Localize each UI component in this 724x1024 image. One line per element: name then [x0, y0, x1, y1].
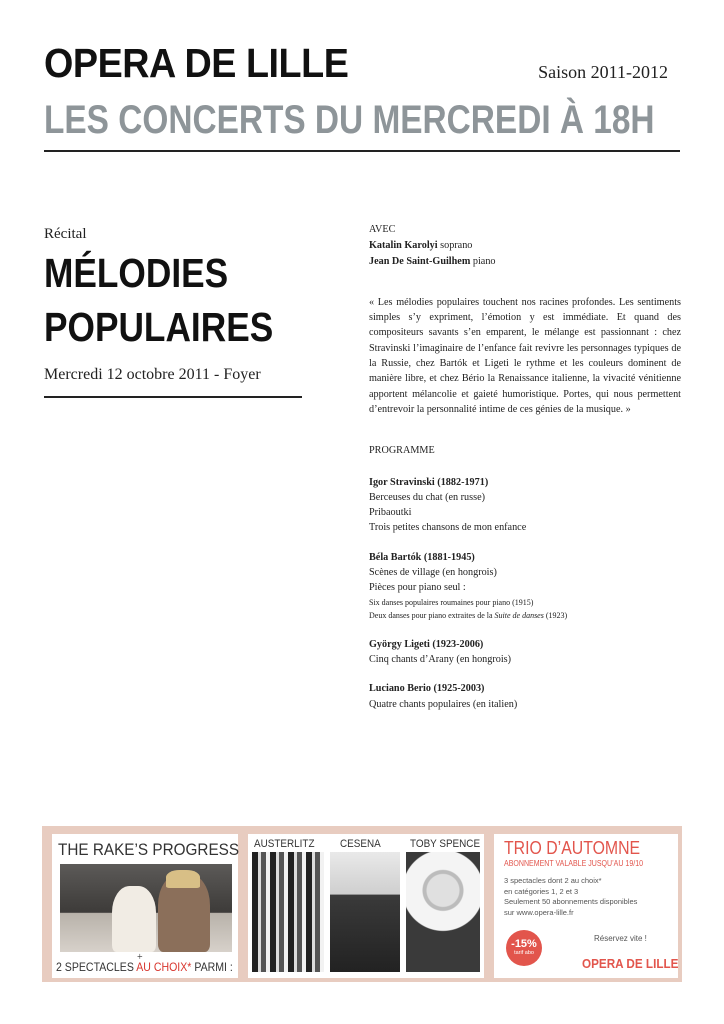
- recital-title-line1: MÉLODIES: [44, 250, 229, 296]
- ad-show-label-toby-spence: TOBY SPENCE: [410, 838, 481, 850]
- ad-offer: [56, 960, 233, 974]
- brand-title: OPERA DE LILLE: [44, 40, 349, 86]
- ad-show-label-austerlitz: AUSTERLITZ: [254, 838, 315, 850]
- work-subitem-text: Deux danses pour piano extraites de la: [369, 611, 495, 621]
- performer-2: [369, 254, 681, 269]
- composer-block-berio: [369, 681, 681, 712]
- work-item: Scènes de village (en hongrois): [369, 567, 497, 579]
- ad-offer-prefix: 2 SPECTACLES: [56, 960, 137, 974]
- ad-trio-line: en catégories 1, 2 et 3: [504, 886, 579, 896]
- ad-show-photo-cesena: [330, 852, 400, 972]
- performer-name: Jean De Saint-Guilhem: [369, 255, 471, 267]
- left-divider: [44, 396, 302, 398]
- ad-show-photo-austerlitz: [252, 852, 324, 972]
- work-item: Quatre chants populaires (en italien): [369, 698, 518, 710]
- recital-date: Mercredi 12 octobre 2011 - Foyer: [44, 366, 261, 383]
- right-column: [369, 222, 681, 712]
- ad-show-photo-toby-spence: [406, 852, 480, 972]
- ad-trio-automne[interactable]: [494, 834, 678, 978]
- ad-trio-line: 3 spectacles dont 2 au choix*: [504, 876, 602, 885]
- header-divider: [44, 150, 680, 152]
- ad-reserve: Réservez vite !: [594, 934, 647, 943]
- ad-trio-link[interactable]: sur www.opera-lille.fr: [504, 907, 574, 917]
- photo-hair: [166, 870, 200, 888]
- ad-offer-highlight: AU CHOIX*: [136, 960, 192, 974]
- composer-name: Béla Bartók (1881-1945): [369, 551, 475, 563]
- season-label: Saison 2011-2012: [538, 62, 668, 82]
- recital-title-line2: POPULAIRES: [44, 304, 274, 350]
- work-subitem-italic: Suite de danses: [494, 611, 544, 621]
- ad-brand-logo: OPERA DE LILLE: [582, 956, 679, 971]
- programme-quote: « Les mélodies populaires touchent nos racines profondes. Les sentiments simples s’y expriment, l’émotion y est immédiate. Et quand des compositeurs savants s’en emparent, le mélange est passionnant : chez Stravinski l’imaginaire de l’enfance fait revivre les personnages typiques de la Russie, chez Bartók et Ligeti le rythme et les couleurs dominent de manière libre, et chez Bério la Renaissance italienne, la vivacité vénitienne apportent mélancolie et gaieté humoristique. Portes, qui nous permettent d’entrevoir la personnalité intime de ces génies de la musique. »: [369, 296, 681, 415]
- ad-rake-photo: [60, 864, 232, 952]
- ad-shows[interactable]: [248, 834, 484, 978]
- series-subtitle: LES CONCERTS DU MERCREDI À 18H: [44, 98, 655, 142]
- ad-trio-title: TRIO D’AUTOMNE: [504, 838, 641, 858]
- composer-name: Luciano Berio (1925-2003): [369, 683, 485, 695]
- recital-type: Récital: [44, 226, 87, 242]
- ad-trio-subtitle: ABONNEMENT VALABLE JUSQU’AU 19/10: [504, 859, 644, 868]
- recital-title: [44, 246, 273, 354]
- work-item: Berceuses du chat (en russe): [369, 491, 485, 503]
- photo-figure-woman: [112, 886, 156, 952]
- ad-show-label-cesena: CESENA: [340, 838, 381, 850]
- work-subitem: Six danses populaires roumaines pour piano (1915): [369, 597, 534, 607]
- work-subitem: [369, 609, 681, 623]
- performer-role: soprano: [440, 240, 473, 252]
- composer-block-bartok: [369, 550, 681, 623]
- performer-1: [369, 238, 681, 253]
- discount-label: tarif abo: [514, 950, 534, 956]
- composer-block-ligeti: [369, 637, 681, 668]
- work-item: Trois petites chansons de mon enfance: [369, 522, 527, 534]
- programme-heading: PROGRAMME: [369, 445, 435, 457]
- discount-percent: -15%: [511, 938, 537, 950]
- work-item: Pièces pour piano seul :: [369, 582, 466, 594]
- work-item: Cinq chants d’Arany (en hongrois): [369, 653, 512, 665]
- ad-plus: +: [137, 952, 143, 963]
- work-item: Pribaoutki: [369, 507, 412, 519]
- ad-rake-title: THE RAKE’S PROGRESS: [58, 840, 240, 859]
- composer-name: Igor Stravinski (1882-1971): [369, 476, 489, 488]
- performers-heading: AVEC: [369, 224, 396, 235]
- discount-badge: [506, 930, 542, 966]
- performer-role: piano: [472, 255, 496, 267]
- performer-name: Katalin Karolyi: [369, 240, 438, 252]
- composer-block-stravinski: [369, 475, 681, 536]
- ad-rakes-progress[interactable]: [52, 834, 238, 978]
- ad-offer-suffix: PARMI :: [191, 960, 233, 974]
- ad-trio-info: [504, 876, 637, 918]
- work-subitem-year: (1923): [543, 611, 568, 621]
- ad-trio-line: Seulement 50 abonnements disponibles: [504, 897, 638, 906]
- composer-name: György Ligeti (1923-2006): [369, 638, 484, 650]
